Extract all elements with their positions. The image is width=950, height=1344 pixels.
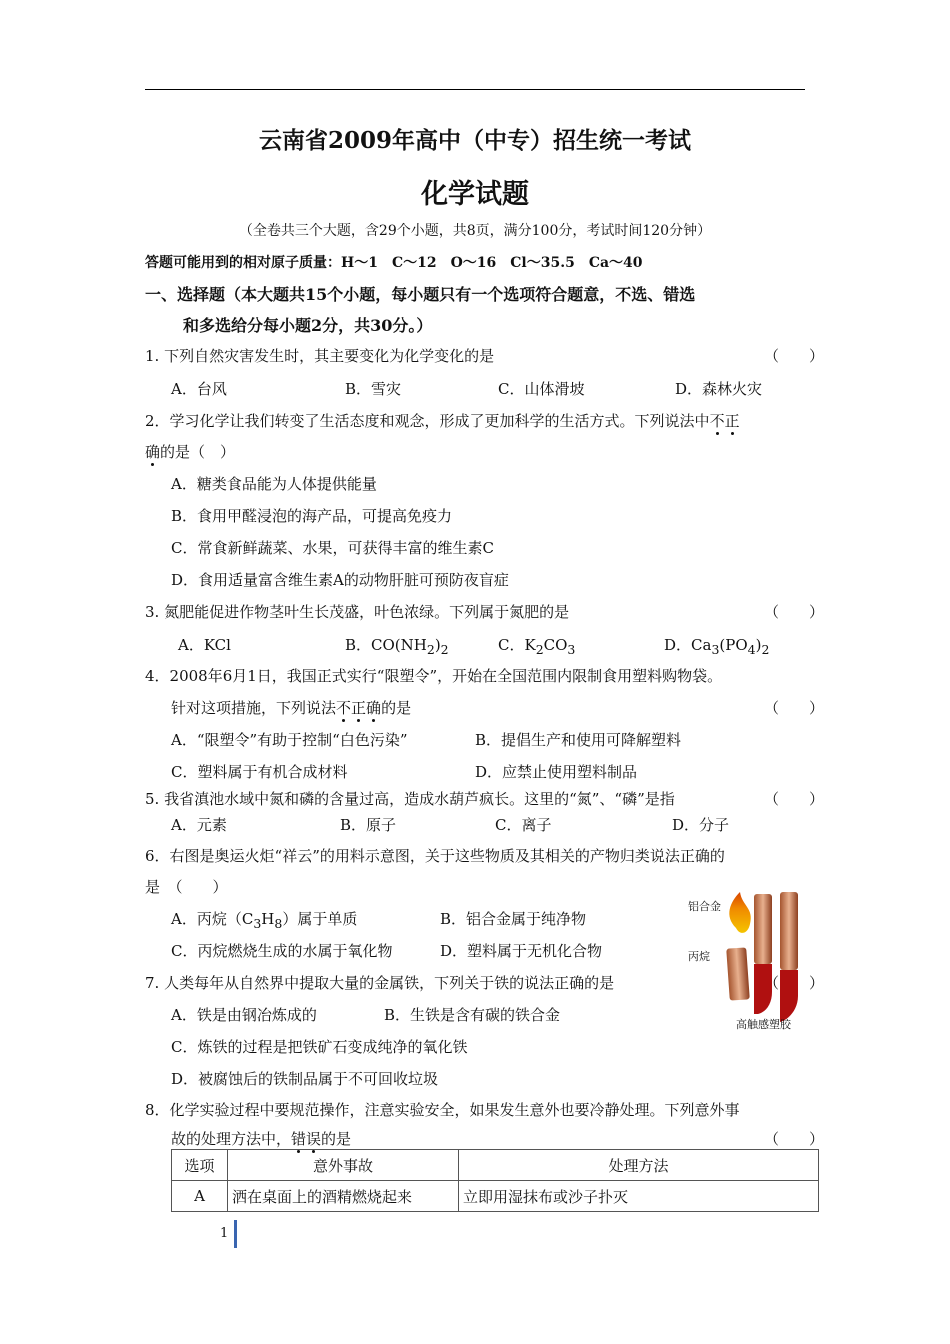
q1-option-b: B．雪灾 — [345, 380, 402, 398]
section1-heading-line2: 和多选给分每小题2分，共30分。） — [183, 316, 433, 335]
exam-note: （全卷共三个大题，含29个小题，共8页，满分100分，考试时间120分钟） — [238, 223, 712, 239]
q7-option-a: A．铁是由钢冶炼成的 — [171, 1006, 317, 1024]
table-header-row — [172, 1150, 819, 1181]
q6-option-a: A．丙烷$(C_3H_8)$属于单质 — [171, 910, 358, 931]
table-cell-accident: 洒在桌面上的酒精燃烧起来 — [228, 1181, 459, 1212]
q6-option-c: C．丙烷燃烧生成的水属于氧化物 — [171, 942, 393, 960]
q7-option-b: B．生铁是含有碳的铁合金 — [384, 1006, 561, 1024]
q1-option-d: D．森林火灾 — [675, 380, 763, 398]
q8-table — [171, 1149, 819, 1212]
q3-option-a: A．KCl — [178, 636, 231, 654]
q2-stem-line2: 确的是（ ） — [145, 443, 236, 461]
q7-option-d: D．被腐蚀后的铁制品属于不可回收垃圾 — [171, 1070, 439, 1088]
q6-option-d: D．塑料属于无机化合物 — [440, 942, 603, 960]
q3-option-b: B．$CO(NH_2)_2$ — [345, 636, 449, 657]
q1-answer-blank: （ ） — [764, 347, 825, 365]
q5-answer-blank: （ ） — [764, 790, 825, 808]
q2-option-b: B．食用甲醛浸泡的海产品，可提高免疫力 — [171, 507, 453, 525]
table-row — [172, 1181, 819, 1212]
page-number-bar — [234, 1220, 237, 1248]
page-number: 1 — [220, 1226, 229, 1241]
q6-option-b: B．铝合金属于纯净物 — [440, 910, 587, 928]
atomic-masses: 答题可能用到的相对原子质量：H～1 C～12 O～16 Cl～35.5 Ca～40 — [145, 255, 643, 271]
q6-stem-line2: 是 （ ） — [145, 878, 228, 896]
q3-option-c: C．$K_2CO_3$ — [498, 636, 576, 657]
table-header-accident: 意外事故 — [228, 1150, 459, 1181]
q1-stem: 1. 下列自然灾害发生时，其主要变化为化学变化的是 — [145, 347, 495, 365]
table-cell-option: A — [172, 1181, 228, 1212]
q7-option-c: C．炼铁的过程是把铁矿石变成纯净的氧化铁 — [171, 1038, 468, 1056]
q3-stem: 3. 氮肥能促进作物茎叶生长茂盛，叶色浓绿。下列属于氮肥的是 — [145, 603, 570, 621]
q5-option-c: C．离子 — [495, 816, 552, 834]
q4-option-d: D．应禁止使用塑料制品 — [475, 763, 638, 781]
exam-subject: 化学试题 — [421, 179, 529, 210]
q8-answer-blank: （ ） — [764, 1130, 825, 1148]
q8-stem-line1: 8．化学实验过程中要规范操作，注意实验安全，如果发生意外也要冷静处理。下列意外事 — [145, 1101, 740, 1119]
label-propane: 丙烷 — [688, 950, 710, 963]
table-header-handling: 处理方法 — [459, 1150, 819, 1181]
table-cell-handling: 立即用湿抹布或沙子扑灭 — [459, 1181, 819, 1212]
q2-option-a: A．糖类食品能为人体提供能量 — [171, 475, 377, 493]
q5-option-d: D．分子 — [672, 816, 730, 834]
q4-option-a: A．“限塑令”有助于控制“白色污染” — [171, 731, 408, 749]
q1-option-c: C．山体滑坡 — [498, 380, 585, 398]
q6-stem-line1: 6．右图是奥运火炬“祥云”的用料示意图，关于这些物质及其相关的产物归类说法正确的 — [145, 847, 725, 865]
q1-option-a: A．台风 — [171, 380, 227, 398]
q3-answer-blank: （ ） — [764, 603, 825, 621]
q5-option-a: A．元素 — [171, 816, 227, 834]
q4-answer-blank: （ ） — [764, 699, 825, 717]
header-rule — [145, 89, 805, 90]
q8-stem-line2: 故的处理方法中，错误的是 — [171, 1130, 352, 1148]
q2-option-d: D．食用适量富含维生素A的动物肝脏可预防夜盲症 — [171, 571, 509, 589]
q4-option-b: B．提倡生产和使用可降解塑料 — [475, 731, 682, 749]
q4-stem-line1: 4．2008年6月1日，我国正式实行“限塑令”，开始在全国范围内限制食用塑料购物袋。 — [145, 667, 723, 685]
q4-option-c: C．塑料属于有机合成材料 — [171, 763, 348, 781]
q2-option-c: C．常食新鲜蔬菜、水果，可获得丰富的维生素C — [171, 539, 494, 557]
q5-option-b: B．原子 — [340, 816, 397, 834]
q2-stem-line1: 2．学习化学让我们转变了生活态度和观念，形成了更加科学的生活方式。下列说法中不正 — [145, 412, 740, 430]
table-header-option: 选项 — [172, 1150, 228, 1181]
q5-stem: 5. 我省滇池水域中氮和磷的含量过高，造成水葫芦疯长。这里的“氮”、“磷”是指 — [145, 790, 675, 808]
q4-stem-line2: 针对这项措施，下列说法不正确的是 — [171, 699, 412, 717]
label-high-touch-plastic: 高触感塑胶 — [736, 1018, 791, 1031]
torch-figure — [684, 888, 819, 1036]
q7-answer-blank: （ ） — [764, 974, 825, 992]
label-aluminum-alloy: 铝合金 — [688, 900, 721, 913]
q3-option-d: D．$Ca_3(PO_4)_2$ — [664, 636, 770, 657]
exam-title: 云南省2009年高中（中专）招生统一考试 — [258, 127, 691, 154]
section1-heading-line1: 一、选择题（本大题共15个小题，每小题只有一个选项符合题意，不选、错选 — [145, 285, 696, 304]
q7-stem: 7. 人类每年从自然界中提取大量的金属铁，下列关于铁的说法正确的是 — [145, 974, 615, 992]
